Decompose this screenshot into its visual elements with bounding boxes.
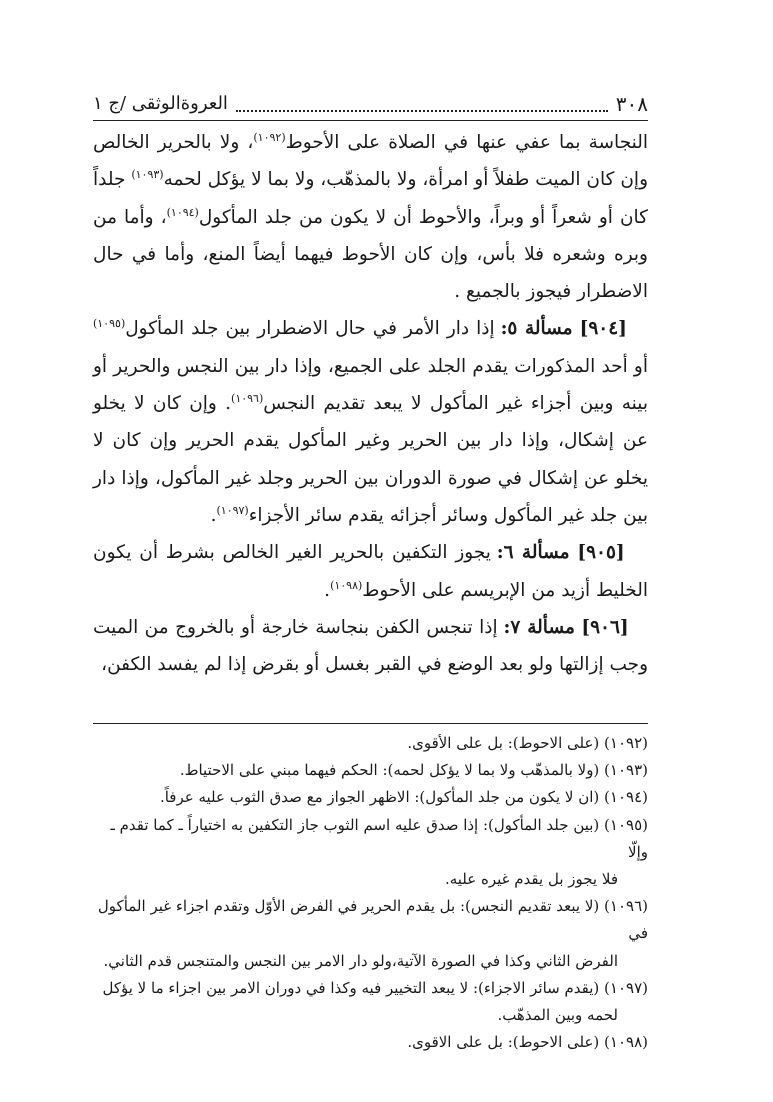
footnote-ref[interactable]: (١٠٩٣) (131, 168, 164, 182)
footnote (93, 730, 648, 757)
footnote-ref[interactable]: (١٠٩٤) (166, 205, 199, 219)
footnote-ref[interactable]: (١٠٩٦) (231, 391, 264, 405)
issue-label: مسألة ٧: (503, 616, 575, 638)
footnote-text: (١٠٩٣) (ولا بالمذهّب ولا بما لا يؤكل لحمه): الحكم فيهما مبني على الاحتياط. (179, 761, 648, 780)
footnote-ref[interactable]: (١٠٩٢) (253, 130, 286, 144)
footnote-text: (١٠٩٢) (على الاحوط): بل على الأقوى. (407, 734, 648, 752)
text-run: النجاسة بما عفي عنها في الصلاة على الأحوط (285, 132, 648, 153)
text-run: . (324, 579, 331, 601)
issue-905 (93, 534, 648, 609)
footnote (93, 812, 648, 894)
issue-906 (93, 609, 648, 684)
footnote (93, 893, 648, 975)
footnote-continuation: الفرض الثاني وكذا في الصورة الآتية،ولو دار الامر بين النجس والمتنجس قدم الثاني. (103, 951, 618, 970)
footnote-text: (١٠٩٦) (لا يبعد تقديم النجس): بل يقدم الحرير في الفرض الأوّل وتقدم اجزاء غير المأكول في (97, 897, 648, 943)
footnote-ref[interactable]: (١٠٩٥) (93, 317, 126, 331)
page-number: ٣٠٨ (615, 92, 648, 116)
footnote-ref[interactable]: (١٠٩٧) (216, 503, 249, 517)
text-run: جلداً كان أو شعراً أو وبراً، والأحوط أن لا يكون من جلد المأكول (93, 169, 648, 228)
footnote (93, 784, 648, 811)
text-run: أو أحد المذكورات يقدم الجلد على الجميع، وإذا دار بين النجس والحرير أو بينه وبين أجزاء غير المأكول لا يبعد تقديم النجس (93, 355, 648, 415)
footnotes (93, 730, 648, 1056)
footnote (93, 757, 648, 784)
issue-number: [٩٠٦] (581, 616, 629, 638)
book-title: العروةالوثقى /ج ١ (93, 93, 228, 114)
footnote-text: (١٠٩٤) (ان لا يكون من جلد المأكول): الاظهر الجواز مع صدق الثوب عليه عرفاً. (159, 788, 648, 807)
footnote-text: (١٠٩٥) (بين جلد المأكول): إذا صدق عليه اسم الثوب جاز التكفين به اختياراً ـ كما تقدم ـ وإلّا (110, 815, 648, 861)
paragraph-continuation (93, 124, 648, 310)
text-run: ، وأما من وبره وشعره فلا بأس، وإن كان الأحوط فيهما أيضاً المنع، وأما في حال الاضطرار فيجوز بالجميع . (93, 206, 648, 303)
issue-label: مسألة ٦: (496, 542, 570, 564)
main-text (93, 124, 648, 683)
issue-904 (93, 310, 648, 534)
footnote-text: (١٠٩٧) (يقدم سائر الاجزاء): لا يبعد التخيير فيه وكذا في دوران الامر بين اجزاء ما لا يؤكل (102, 978, 648, 997)
issue-label: مسألة ٥: (500, 318, 573, 340)
footnote-continuation: لحمه وبين المذهّب. (497, 1006, 618, 1025)
header-dot-leader (236, 109, 608, 112)
page-header (93, 88, 648, 121)
text-run: ، ولا بالحرير الخالص وإن كان الميت طفلاً أو امرأة، ولا بالمذهّب، ولا بما لا يؤكل لحمه (93, 132, 649, 191)
issue-number: [٩٠٤] (579, 318, 627, 340)
text-run: إذا تنجس الكفن بنجاسة خارجة أو بالخروج من الميت وجب إزالتها ولو بعد الوضع في القبر بغسل أو بقرض إذا لم يفسد الكفن، (93, 616, 648, 676)
footnote (93, 1029, 648, 1056)
footnote-separator (93, 723, 648, 724)
footnote-ref[interactable]: (١٠٩٨) (330, 578, 363, 592)
issue-number: [٩٠٥] (577, 542, 625, 564)
footnote (93, 975, 648, 1029)
text-run: . (210, 504, 217, 526)
text-run: . وإن كان لا يخلو عن إشكال، وإذا دار بين الحرير وغير المأكول يقدم الحرير وإن كان لا يخلو عن إشكال في صورة الدوران بين الحرير وجلد غير المأكول، وإذا دار بين جلد غير المأكول وسائر أجزائه يقدم سائر الأجزاء (93, 393, 648, 526)
footnote-text: (١٠٩٨) (على الاحوط): بل على الاقوى. (407, 1033, 648, 1052)
text-run: يجوز التكفين بالحرير الغير الخالص بشرط أن يكون الخليط أزيد من الإبريسم على الأحوط (93, 542, 648, 601)
footnote-continuation: فلا يجوز بل يقدم غيره عليه. (444, 870, 618, 889)
text-run: إذا دار الأمر في حال الاضطرار بين جلد المأكول (125, 318, 501, 340)
